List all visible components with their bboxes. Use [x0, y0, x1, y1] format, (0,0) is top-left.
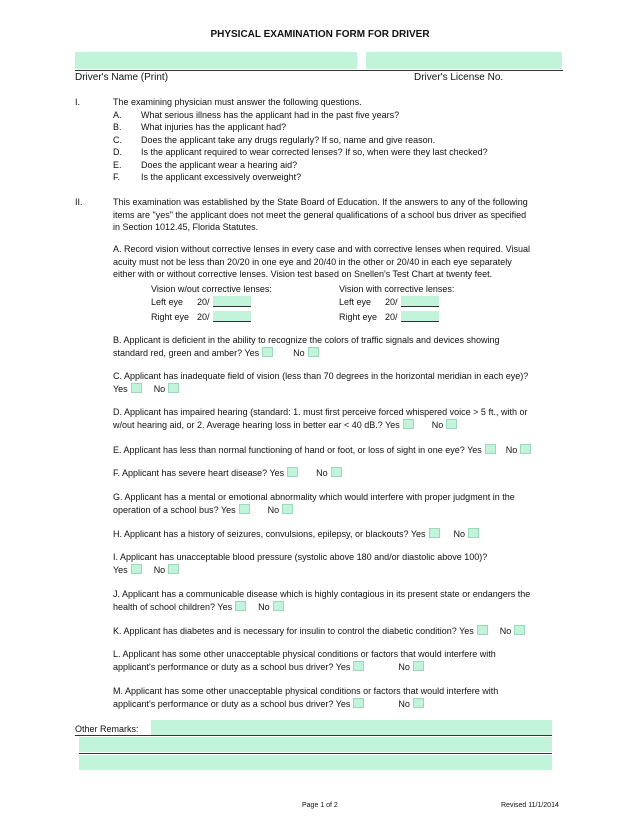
item-line — [113, 661, 496, 674]
item-k — [113, 625, 535, 638]
no-label: No — [431, 419, 444, 430]
revised-date: Revised 11/1/2014 — [501, 802, 559, 809]
item-m — [113, 685, 498, 710]
item-b — [113, 334, 500, 359]
item-l-no-checkbox[interactable] — [413, 661, 424, 671]
item-i — [113, 551, 487, 576]
acuity-prefix: 20/ — [385, 297, 398, 307]
item-l — [113, 648, 496, 673]
item-g — [113, 491, 515, 516]
question-letter: B. — [113, 122, 122, 132]
no-label: No — [505, 445, 518, 455]
item-text: standard red, green and amber? — [113, 347, 243, 358]
item-text: H. Applicant has a history of seizures, convulsions, epilepsy, or blackouts? — [113, 529, 409, 539]
item-j-no-checkbox[interactable] — [273, 601, 284, 611]
item-c-yes-checkbox[interactable] — [131, 383, 142, 393]
item-c-no-checkbox[interactable] — [168, 383, 179, 393]
item-line — [113, 419, 527, 432]
item-text: operation of a school bus? — [113, 504, 219, 515]
question-row — [113, 134, 488, 147]
no-label: No — [153, 383, 166, 394]
item-d-yes-checkbox[interactable] — [403, 419, 414, 429]
remarks-field-2[interactable] — [79, 737, 552, 752]
item-k-yes-checkbox[interactable] — [477, 625, 488, 635]
section-1-numeral: I. — [75, 97, 81, 107]
right-eye-label: Right eye — [339, 312, 378, 322]
remarks-field-1[interactable] — [151, 720, 552, 735]
left-eye-without-row — [151, 296, 251, 309]
no-label: No — [316, 468, 328, 478]
item-text: applicant's performance or duty as a school bus driver? — [113, 661, 334, 672]
question-row — [113, 109, 488, 122]
item-line: I. Applicant has unacceptable blood pressure (systolic above 180 and/or diastolic above 100)? — [113, 552, 488, 562]
item-e — [113, 444, 541, 457]
form-title: PHYSICAL EXAMINATION FORM FOR DRIVER — [210, 29, 430, 40]
yes-label: Yes — [113, 383, 128, 394]
item-line: B. Applicant is deficient in the ability to recognize the colors of traffic signals and devices showing — [113, 335, 500, 345]
yes-label: Yes — [335, 698, 351, 709]
acuity-prefix: 20/ — [197, 297, 210, 307]
item-l-yes-checkbox[interactable] — [353, 661, 364, 671]
drivers-name-label: Driver's Name (Print) — [75, 72, 169, 83]
item-b-no-checkbox[interactable] — [308, 347, 319, 357]
right-eye-with-row — [339, 311, 439, 324]
item-b-yes-checkbox[interactable] — [262, 347, 273, 357]
item-line — [113, 347, 500, 360]
item-line — [113, 504, 515, 517]
vision-paragraph — [113, 243, 530, 281]
yes-label: Yes — [220, 504, 236, 515]
item-text: F. Applicant has severe heart disease? — [113, 468, 268, 478]
vision-line: either with or without corrective lenses. Vision test based on Snellen's Test Chart at twenty feet. — [113, 269, 493, 279]
item-e-yes-checkbox[interactable] — [485, 444, 496, 454]
item-g-no-checkbox[interactable] — [282, 504, 293, 514]
right-eye-with-field[interactable] — [401, 311, 439, 322]
yes-label: Yes — [335, 661, 351, 672]
no-label: No — [258, 601, 270, 612]
question-letter: E. — [113, 159, 122, 170]
item-text: E. Applicant has less than normal functioning of hand or foot, or loss of sight in one eye? — [113, 445, 465, 455]
no-label: No — [293, 347, 305, 358]
vision-line: acuity must not be less than 20/20 in one eye and 20/40 in the other or 20/40 in each eye separately — [113, 256, 512, 267]
remarks-field-3[interactable] — [79, 755, 552, 770]
left-eye-label: Left eye — [339, 297, 372, 307]
section-2-numeral: II. — [75, 197, 83, 207]
other-remarks-label: Other Remarks: — [75, 724, 139, 734]
drivers-license-label: Driver's License No. — [414, 72, 504, 83]
left-eye-label: Left eye — [151, 297, 184, 307]
vision-without-label: Vision w/out corrective lenses: — [151, 284, 272, 294]
item-c — [113, 370, 528, 395]
acuity-prefix: 20/ — [385, 312, 398, 322]
question-text: Does the applicant take any drugs regularly? If so, name and give reason. — [141, 134, 436, 145]
no-label: No — [267, 504, 280, 515]
question-text: Does the applicant wear a hearing aid? — [141, 159, 298, 170]
question-text: Is the applicant excessively overweight? — [141, 172, 302, 182]
item-j-yes-checkbox[interactable] — [235, 601, 246, 611]
yes-label: Yes — [244, 347, 260, 358]
question-row — [113, 159, 488, 172]
item-e-no-checkbox[interactable] — [520, 444, 531, 454]
section-1-intro: The examining physician must answer the following questions. — [113, 97, 362, 107]
question-letter: C. — [113, 134, 122, 145]
page-number: Page 1 of 2 — [302, 802, 338, 809]
right-eye-without-field[interactable] — [213, 311, 251, 322]
item-line: J. Applicant has a communicable disease which is highly contagious in its present state or endangers the — [113, 589, 531, 599]
question-text: What injuries has the applicant had? — [141, 122, 287, 132]
item-text: applicant's performance or duty as a school bus driver? — [113, 698, 334, 709]
right-eye-label: Right eye — [151, 312, 190, 322]
item-text: K. Applicant has diabetes and is necessary for insulin to control the diabetic condition? — [113, 626, 457, 636]
yes-label: Yes — [467, 445, 482, 455]
no-label: No — [453, 529, 466, 539]
item-d-no-checkbox[interactable] — [446, 419, 457, 429]
item-f — [113, 467, 352, 480]
question-text: What serious illness has the applicant had in the past five years? — [141, 109, 400, 120]
yes-label: Yes — [459, 626, 474, 636]
yes-label: Yes — [410, 529, 426, 539]
item-line — [113, 564, 487, 577]
intro-line: items are "yes" the applicant does not meet the general qualifications of a school bus driver as specified — [113, 209, 527, 220]
item-line — [113, 601, 530, 614]
item-line: D. Applicant has impaired hearing (standard: 1. must first perceive forced whispered voice > 5 ft., with or — [113, 407, 528, 417]
item-line: C. Applicant has inadequate field of vision (less than 70 degrees in the horizontal meridian in each eye)? — [113, 371, 529, 381]
yes-label: Yes — [269, 468, 285, 478]
item-h-no-checkbox[interactable] — [468, 528, 479, 538]
question-letter: F. — [113, 172, 121, 182]
no-label: No — [398, 661, 410, 672]
vision-line: A. Record vision without corrective lenses in every case and with corrective lenses when required. Visual — [113, 244, 531, 254]
item-line: G. Applicant has a mental or emotional abnormality which would interfere with proper judgment in the — [113, 492, 515, 502]
item-i-no-checkbox[interactable] — [168, 564, 179, 574]
question-letter: D. — [113, 147, 122, 157]
question-letter: A. — [113, 109, 122, 120]
item-f-no-checkbox[interactable] — [331, 467, 342, 477]
remarks-line-1 — [75, 735, 552, 736]
yes-label: Yes — [385, 419, 400, 430]
intro-line: This examination was established by the State Board of Education. If the answers to any of the following — [113, 197, 528, 207]
item-d — [113, 406, 527, 431]
item-line — [113, 698, 498, 711]
item-text: w/out hearing aid, or 2. Average hearing loss in better ear < 40 dB.? — [113, 419, 383, 430]
left-eye-with-row — [339, 296, 439, 309]
intro-line: in Section 1012.45, Florida Statutes. — [113, 222, 259, 232]
item-m-no-checkbox[interactable] — [413, 698, 424, 708]
left-eye-with-field[interactable] — [401, 296, 439, 307]
item-m-yes-checkbox[interactable] — [353, 698, 364, 708]
item-j — [113, 588, 530, 613]
drivers-license-field[interactable] — [366, 52, 562, 69]
yes-label: Yes — [113, 564, 128, 575]
left-eye-without-field[interactable] — [213, 296, 251, 307]
drivers-name-field[interactable] — [75, 52, 357, 69]
item-line: M. Applicant has some other unacceptable physical conditions or factors that would interfere with — [113, 686, 499, 696]
no-label: No — [398, 698, 410, 709]
item-f-yes-checkbox[interactable] — [287, 467, 298, 477]
section-2-intro — [113, 196, 528, 234]
yes-label: Yes — [217, 601, 233, 612]
item-line: L. Applicant has some other unacceptable physical conditions or factors that would interfere with — [113, 649, 496, 659]
question-row — [113, 146, 488, 159]
remarks-line-2 — [79, 753, 552, 754]
item-line — [113, 383, 528, 396]
no-label: No — [153, 564, 166, 575]
no-label: No — [499, 626, 512, 636]
question-row — [113, 121, 488, 134]
item-h — [113, 528, 489, 541]
question-text: Is the applicant required to wear corrected lenses? If so, when were they last checked? — [141, 147, 488, 157]
vision-with-label: Vision with corrective lenses: — [339, 284, 455, 294]
section-1-questions — [113, 109, 488, 184]
item-k-no-checkbox[interactable] — [514, 625, 525, 635]
item-text: health of school children? — [113, 601, 216, 612]
question-row — [113, 171, 488, 184]
acuity-prefix: 20/ — [197, 312, 210, 322]
right-eye-without-row — [151, 311, 251, 324]
item-g-yes-checkbox[interactable] — [239, 504, 250, 514]
item-i-yes-checkbox[interactable] — [131, 564, 142, 574]
header-underline — [75, 70, 563, 71]
item-h-yes-checkbox[interactable] — [429, 528, 440, 538]
